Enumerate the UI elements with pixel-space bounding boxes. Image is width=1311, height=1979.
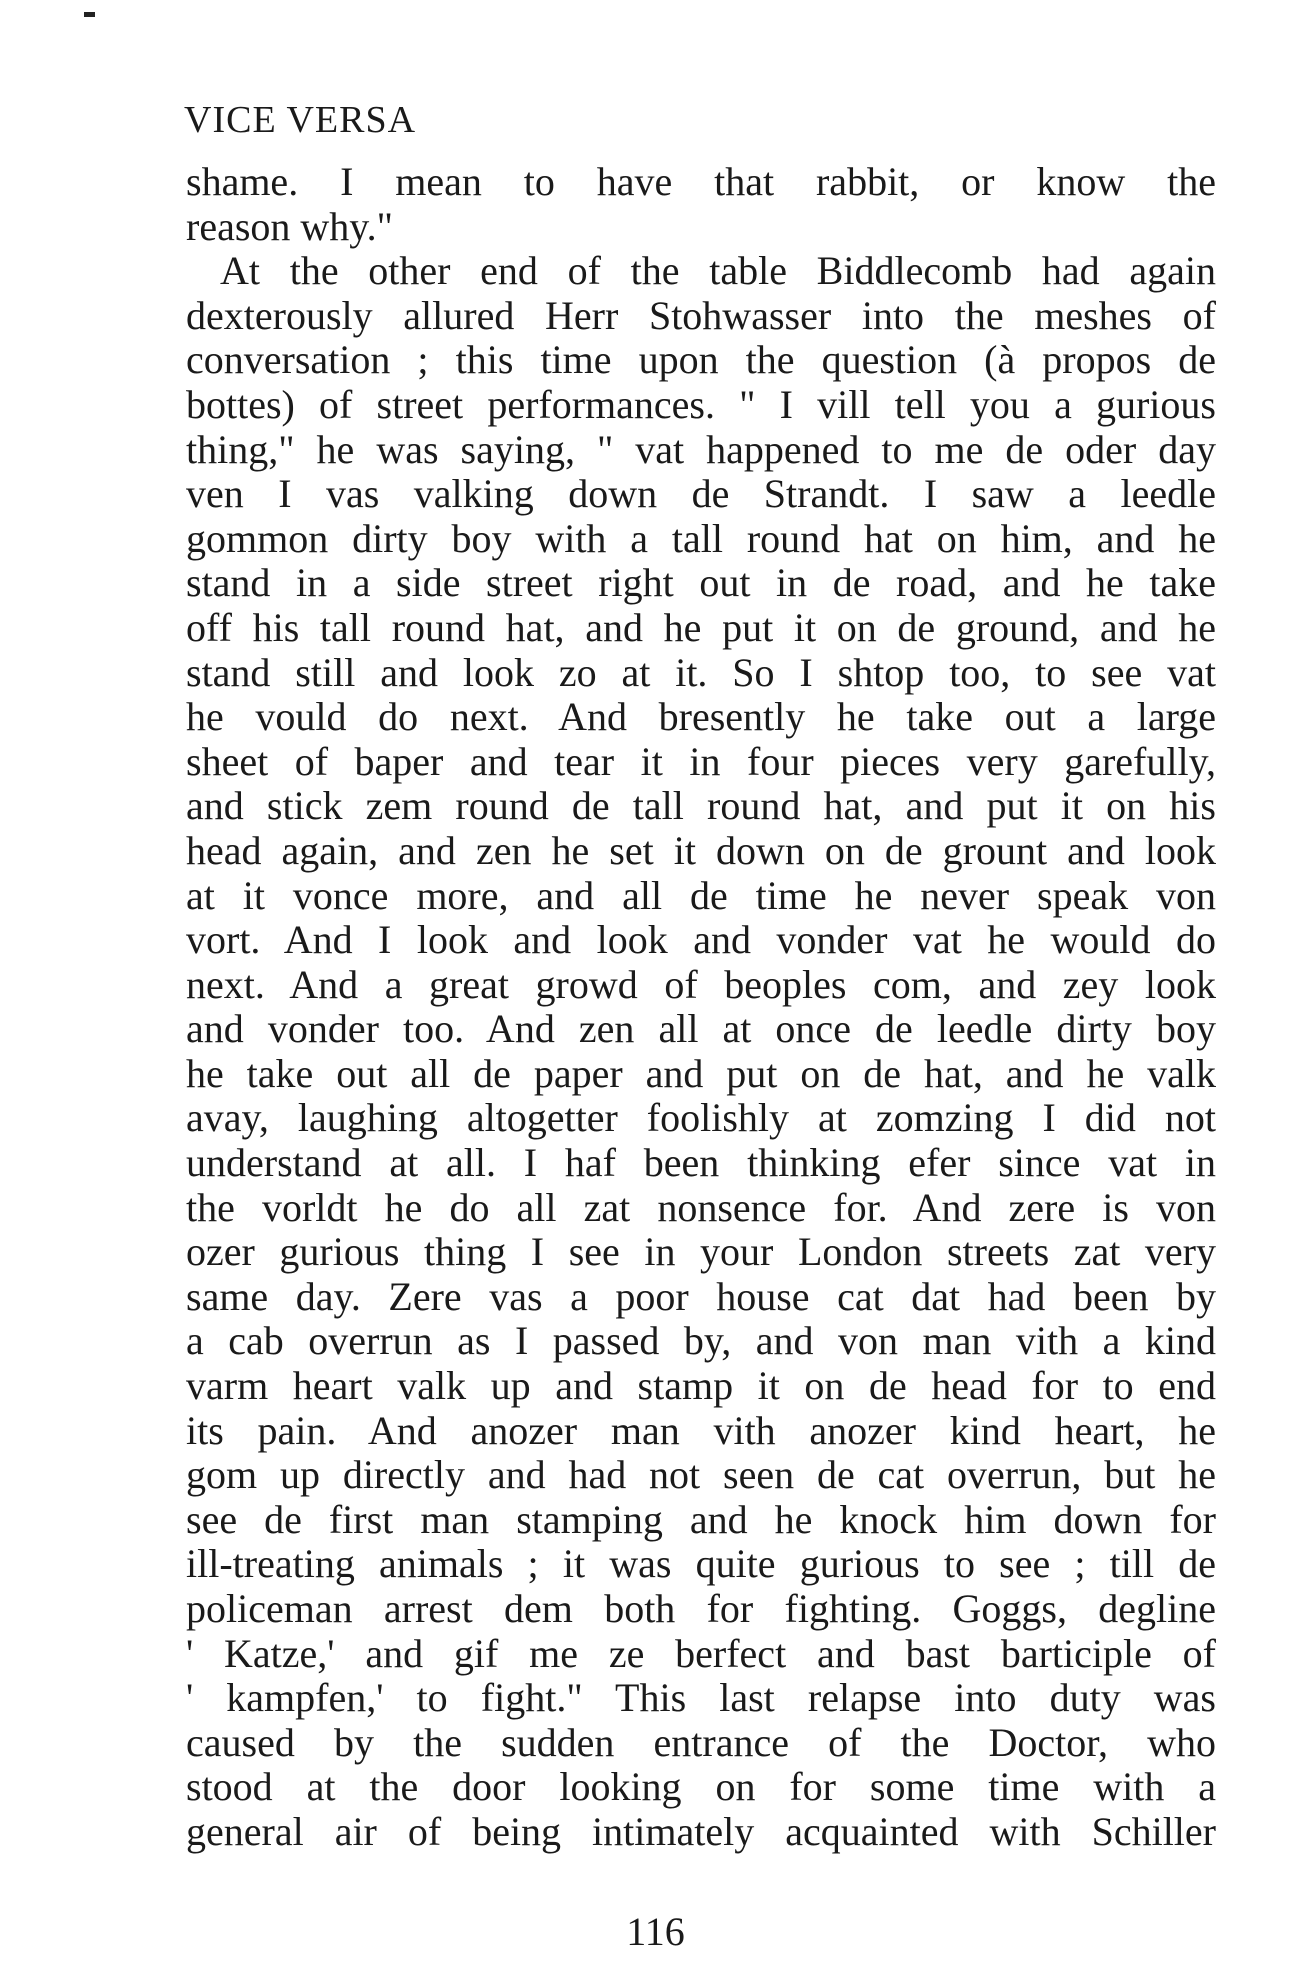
text-line: sheet of baper and tear it in four pieces very garefully, <box>186 738 1216 784</box>
text-line: shame. I mean to have that rabbit, or know the <box>186 159 1216 204</box>
text-line: ven I vas valking down de Strandt. I saw a leedle <box>186 471 1216 517</box>
body-text <box>186 160 1216 1855</box>
page-number: 116 <box>626 1909 685 1954</box>
text-line: ' kampfen,' to fight." This last relapse into duty was <box>186 1675 1216 1721</box>
text-line: understand at all. I haf been thinking efer since vat in <box>186 1140 1216 1186</box>
text-line: reason why." <box>186 203 394 249</box>
text-line: stood at the door looking on for some time with a <box>186 1764 1216 1810</box>
text-line: ' Katze,' and gif me ze berfect and bast barticiple of <box>186 1630 1216 1676</box>
text-line: varm heart valk up and stamp it on de head for to end <box>186 1363 1216 1409</box>
text-line: stand in a side street right out in de road, and he take <box>186 560 1216 606</box>
text-line: caused by the sudden entrance of the Doctor, who <box>186 1719 1216 1765</box>
text-line: at it vonce more, and all de time he never speak von <box>186 872 1216 918</box>
text-line: At the other end of the table Biddlecomb had again <box>220 248 1216 294</box>
text-line: bottes) of street performances. " I vill tell you a gurious <box>186 381 1216 427</box>
text-line: thing," he was saying, " vat happened to me de oder day <box>186 426 1216 472</box>
text-line: gommon dirty boy with a tall round hat on him, and he <box>186 515 1216 561</box>
text-line: vort. And I look and look and vonder vat he would do <box>186 917 1216 963</box>
corner-mark <box>84 12 95 17</box>
text-line: a cab overrun as I passed by, and von man vith a kind <box>186 1318 1216 1364</box>
text-line: the vorldt he do all zat nonsence for. And zere is von <box>186 1184 1216 1230</box>
running-head: VICE VERSA <box>184 99 417 141</box>
text-line: next. And a great growd of beoples com, and zey look <box>186 961 1216 1007</box>
text-line: see de first man stamping and he knock him down for <box>186 1496 1216 1542</box>
text-line: off his tall round hat, and he put it on de ground, and he <box>186 604 1216 650</box>
text-line: he vould do next. And bresently he take out a large <box>186 694 1216 740</box>
text-line: avay, laughing altogetter foolishly at zomzing I did not <box>186 1095 1216 1141</box>
text-line: same day. Zere vas a poor house cat dat had been by <box>186 1273 1216 1319</box>
text-line: he take out all de paper and put on de hat, and he valk <box>186 1050 1216 1096</box>
text-line: general air of being intimately acquainted with Schiller <box>186 1808 1216 1854</box>
text-line: ozer gurious thing I see in your London streets zat very <box>186 1229 1216 1275</box>
text-line: ill-treating animals ; it was quite gurious to see ; till de <box>186 1541 1216 1587</box>
text-line: policeman arrest dem both for fighting. Goggs, degline <box>186 1586 1216 1631</box>
text-line: and stick zem round de tall round hat, and put it on his <box>186 783 1216 829</box>
text-line: stand still and look zo at it. So I shtop too, to see vat <box>186 649 1216 695</box>
text-line: and vonder too. And zen all at once de leedle dirty boy <box>186 1006 1216 1052</box>
text-line: head again, and zen he set it down on de grount and look <box>186 827 1216 873</box>
text-line: conversation ; this time upon the question (à propos de <box>186 337 1216 383</box>
text-line: dexterously allured Herr Stohwasser into the meshes of <box>186 292 1216 338</box>
text-line: its pain. And anozer man vith anozer kind heart, he <box>186 1407 1216 1453</box>
text-line: gom up directly and had not seen de cat overrun, but he <box>186 1452 1216 1498</box>
